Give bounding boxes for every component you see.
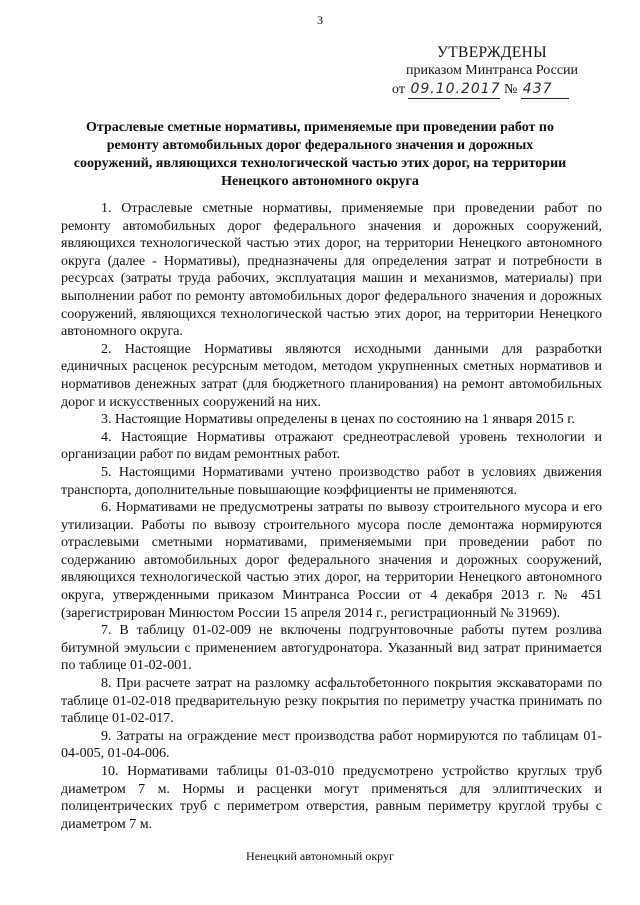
paragraph: 10. Нормативами таблицы 01-03-010 предусмотрено устройство круглых труб диаметром 7 м. Нормы и расценки могут применяться для эллиптических и полицентрических труб с периметром отверстия, равным периметру круглой трубы с диаметром 7 м. — [61, 764, 602, 832]
approval-date-handwritten: 09.10.2017 — [410, 81, 501, 97]
paragraph: 9. Затраты на ограждение мест производства работ нормируются по таблицам 01-04-005, 01-04-006. — [61, 728, 602, 762]
paragraph: 1. Отраслевые сметные нормативы, применяемые при проведении работ по ремонту автомобильных дорог федерального значения и дорожных сооружений, являющихся технологической частью этих дорог, на территории Ненецкого автономного округа (далее - Нормативы), предназначены для определения затрат и потребности в ресурсах (затраты труда рабочих, эксплуатация машин и механизмов, материалы) при выполнении работ по ремонту автомобильных дорог федерального значения и дорожных сооружений, являющихся технологической частью этих дорог, на территории Ненецкого автономного округа. — [61, 201, 602, 340]
paragraph: 7. В таблицу 01-02-009 не включены подгрунтовочные работы путем розлива битумной эмульсии с применением автогудронатора. Указанный вид затрат принимается по таблице 01-02-001. — [61, 623, 602, 674]
approval-block — [392, 44, 592, 99]
paragraph: 4. Настоящие Нормативы отражают среднеотраслевой уровень технологии и организации работ по видам ремонтных работ. — [61, 429, 602, 463]
document-title: Отраслевые сметные нормативы, применяемые при проведении работ по ремонту автомобильных дорог федерального значения и дорожных сооружений, являющихся технологической частью этих дорог, на территории Ненецкого автономного округа — [73, 120, 567, 189]
paragraph: 6. Нормативами не предусмотрены затраты по вывозу строительного мусора и его утилизации. Работы по вывозу строительного мусора после демонтажа нормируются отраслевыми сметными нормативами, применяемыми при проведении работ по содержанию автомобильных дорог федерального значения и дорожных сооружений, являющихся технологической частью этих дорог, на территории Ненецкого автономного округа, утвержденными приказом Минтранса России от 4 декабря 2013 г. № 451 (зарегистрирован Минюстом России 15 апреля 2014 г., регистрационный № 31969). — [61, 500, 602, 621]
approval-number-label: № — [503, 82, 518, 97]
approval-date-line — [392, 80, 592, 99]
document-body — [61, 200, 602, 833]
paragraph: 8. При расчете затрат на разломку асфальтобетонного покрытия экскаваторами по таблице 01-02-018 предварительную резку покрытия по периметру участка принимать по таблице 01-02-017. — [61, 676, 602, 727]
approval-number-handwritten: 437 — [521, 80, 569, 99]
paragraph: 2. Настоящие Нормативы являются исходными данными для разработки единичных расценок ресурсным методом, методом укрупненных сметных нормативов и нормативов денежных затрат (для бюджетного планирования) на ремонт автомобильных дорог и искусственных сооружений на них. — [61, 341, 602, 410]
paragraph: 5. Настоящими Нормативами учтено производство работ в условиях движения транспорта, дополнительные повышающие коэффициенты не применяются. — [61, 464, 602, 498]
page-number: 3 — [317, 13, 323, 27]
page-footer: Ненецкий автономный округ — [246, 849, 394, 863]
approval-order-line: приказом Минтранса России — [405, 63, 579, 78]
approval-heading: УТВЕРЖДЕНЫ — [437, 44, 547, 61]
paragraph: 3. Настоящие Нормативы определены в ценах по состоянию на 1 января 2015 г. — [101, 412, 575, 428]
approval-from-label: от — [392, 82, 405, 97]
